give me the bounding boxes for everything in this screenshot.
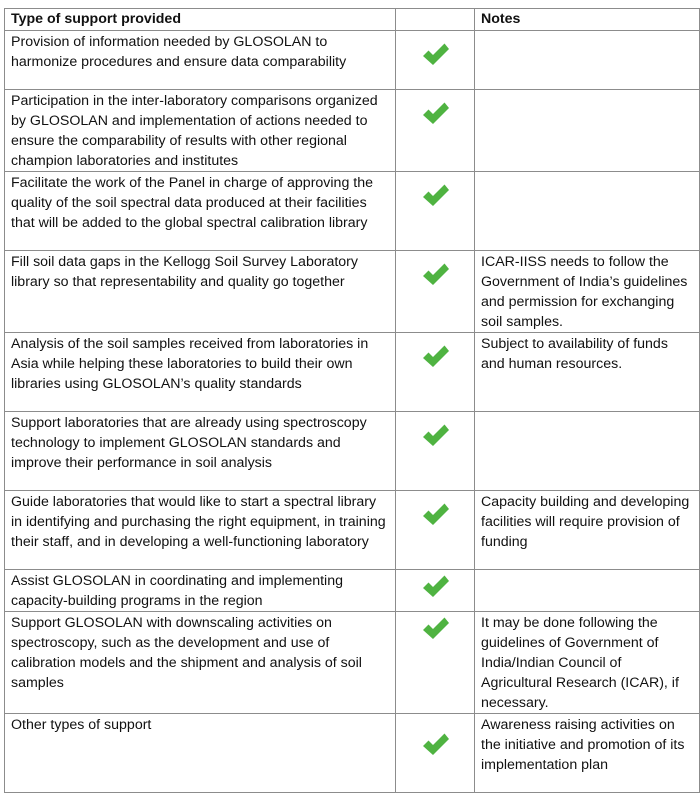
- support-type-cell: Guide laboratories that would like to start a spectral library in identifying and purchasing the right equipment, in training their staff, and in developing a well-functioning laboratory: [5, 491, 396, 570]
- support-type-cell: Analysis of the soil samples received from laboratories in Asia while helping these laboratories to build their own libraries using GLOSOLAN’s quality standards: [5, 333, 396, 412]
- check-cell: [396, 172, 475, 251]
- check-cell: [396, 714, 475, 793]
- check-cell: [396, 491, 475, 570]
- table-row: [5, 31, 700, 90]
- check-cell: [396, 333, 475, 412]
- support-type-cell: Support laboratories that are already using spectroscopy technology to implement GLOSOLAN standards and improve their performance in soil analysis: [5, 412, 396, 491]
- notes-cell: It may be done following the guidelines of Government of India/Indian Council of Agricultural Research (ICAR), if necessary.: [475, 612, 700, 714]
- support-type-cell: Facilitate the work of the Panel in charge of approving the quality of the soil spectral data produced at their facilities that will be added to the global spectral calibration library: [5, 172, 396, 251]
- notes-cell: [475, 412, 700, 491]
- checkmark-icon: [420, 572, 450, 602]
- notes-cell: [475, 31, 700, 90]
- checkmark-icon: [420, 614, 450, 644]
- checkmark-icon: [420, 260, 450, 290]
- table-row: [5, 90, 700, 172]
- notes-cell: [475, 570, 700, 612]
- check-cell: [396, 31, 475, 90]
- support-table: [4, 8, 700, 793]
- checkmark-icon: [420, 342, 450, 372]
- table-row: [5, 714, 700, 793]
- notes-cell: Awareness raising activities on the initiative and promotion of its implementation plan: [475, 714, 700, 793]
- table-row: [5, 491, 700, 570]
- support-type-cell: Support GLOSOLAN with downscaling activities on spectroscopy, such as the development and use of calibration models and the shipment and analysis of soil samples: [5, 612, 396, 714]
- table-row: [5, 333, 700, 412]
- checkmark-icon: [420, 99, 450, 129]
- notes-cell: [475, 172, 700, 251]
- notes-cell: Subject to availability of funds and human resources.: [475, 333, 700, 412]
- check-cell: [396, 412, 475, 491]
- check-cell: [396, 570, 475, 612]
- checkmark-icon: [420, 40, 450, 70]
- check-cell: [396, 612, 475, 714]
- table-row: [5, 172, 700, 251]
- checkmark-icon: [420, 500, 450, 530]
- table-row: [5, 612, 700, 714]
- check-cell: [396, 90, 475, 172]
- check-cell: [396, 251, 475, 333]
- support-type-cell: Provision of information needed by GLOSOLAN to harmonize procedures and ensure data comparability: [5, 31, 396, 90]
- notes-cell: [475, 90, 700, 172]
- header-type: Type of support provided: [5, 9, 396, 31]
- table-row: [5, 570, 700, 612]
- table-row: [5, 412, 700, 491]
- notes-cell: ICAR-IISS needs to follow the Government of India’s guidelines and permission for exchanging soil samples.: [475, 251, 700, 333]
- header-check: [396, 9, 475, 31]
- checkmark-icon: [420, 181, 450, 211]
- header-notes: Notes: [475, 9, 700, 31]
- checkmark-icon: [420, 730, 450, 760]
- support-type-cell: Assist GLOSOLAN in coordinating and implementing capacity-building programs in the region: [5, 570, 396, 612]
- table-row: [5, 251, 700, 333]
- table-header-row: [5, 9, 700, 31]
- support-type-cell: Other types of support: [5, 714, 396, 793]
- support-type-cell: Fill soil data gaps in the Kellogg Soil Survey Laboratory library so that representability and quality go together: [5, 251, 396, 333]
- notes-cell: Capacity building and developing facilities will require provision of funding: [475, 491, 700, 570]
- support-type-cell: Participation in the inter-laboratory comparisons organized by GLOSOLAN and implementation of actions needed to ensure the comparability of results with other regional champion laboratories and institutes: [5, 90, 396, 172]
- checkmark-icon: [420, 421, 450, 451]
